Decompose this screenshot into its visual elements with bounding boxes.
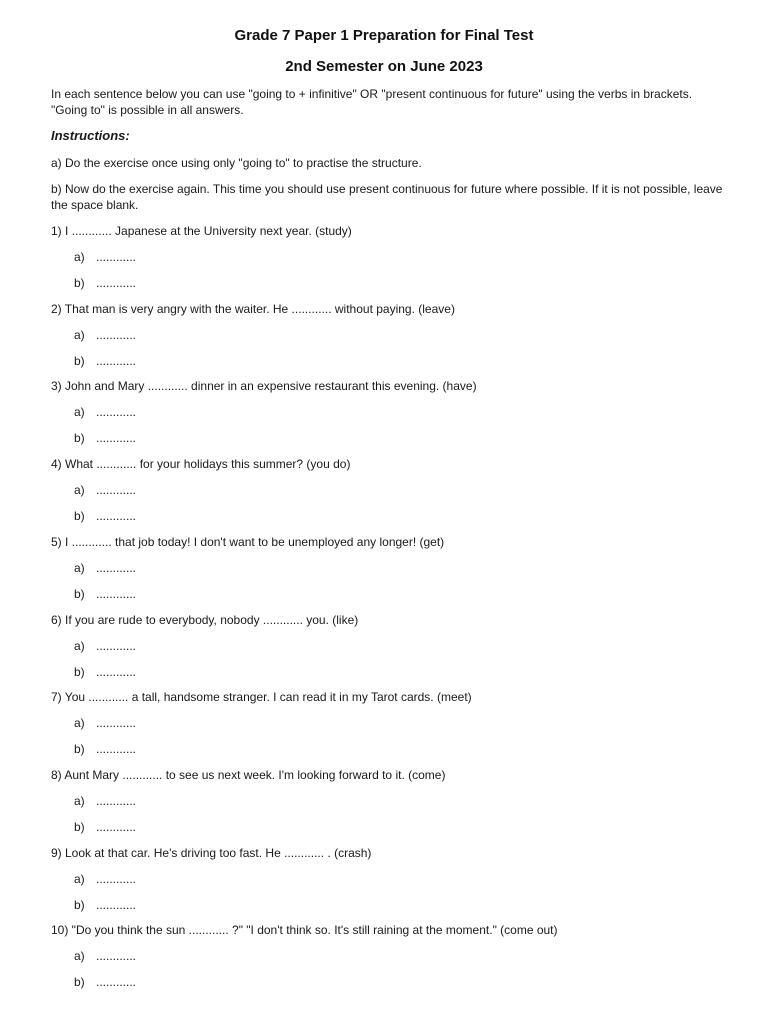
question-10: 10) "Do you think the sun ............ ?" "I don't think so. It's still raining at the moment." (come out)	[51, 923, 558, 938]
question-7: 7) You ............ a tall, handsome stranger. I can read it in my Tarot cards. (meet)	[51, 690, 472, 705]
answer-8-a	[74, 793, 136, 809]
answer-9-a	[74, 871, 136, 887]
answer-10-b	[74, 974, 136, 990]
question-5: 5) I ............ that job today! I don't want to be unemployed any longer! (get)	[51, 534, 445, 549]
answer-label: a)	[74, 327, 85, 342]
answer-blank: ............	[96, 560, 137, 575]
answer-6-b	[74, 664, 136, 680]
answer-label: b)	[74, 586, 85, 601]
answer-label: b)	[74, 819, 85, 834]
answer-3-b	[74, 430, 136, 446]
answer-blank: ............	[96, 509, 137, 524]
question-4: 4) What ............ for your holidays this summer? (you do)	[51, 457, 351, 472]
answer-label: a)	[74, 638, 85, 653]
answer-blank: ............	[96, 793, 137, 808]
answer-label: a)	[74, 949, 85, 964]
answer-label: a)	[74, 871, 85, 886]
answer-blank: ............	[96, 276, 137, 290]
answer-blank: ............	[96, 327, 137, 342]
answer-3-a	[74, 404, 136, 420]
answer-6-a	[74, 638, 136, 654]
answer-blank: ............	[96, 483, 137, 498]
answer-blank: ............	[96, 405, 137, 420]
instruction-a: a) Do the exercise once using only "going to" to practise the structure.	[51, 156, 422, 170]
instruction-b: b) Now do the exercise again. This time you should use present continuous for future where possible. If it is not possible, leave the space blank.	[51, 182, 723, 212]
answer-blank: ............	[96, 742, 137, 757]
answer-label: a)	[74, 560, 85, 575]
question-2: 2) That man is very angry with the waiter. He ............ without paying. (leave)	[51, 301, 455, 316]
answer-7-b	[74, 741, 136, 757]
answer-9-b	[74, 897, 136, 913]
answer-label: b)	[74, 975, 85, 990]
answer-blank: ............	[96, 431, 137, 446]
answer-10-a	[74, 948, 136, 964]
answer-label: b)	[74, 276, 85, 290]
answer-blank: ............	[96, 638, 137, 653]
question-1: 1) I ............ Japanese at the University next year. (study)	[51, 224, 352, 238]
answer-label: b)	[74, 664, 85, 679]
answer-blank: ............	[96, 716, 137, 731]
answer-blank: ............	[96, 871, 137, 886]
answer-blank: ............	[96, 975, 137, 990]
answer-7-a	[74, 715, 136, 731]
answer-blank: ............	[96, 250, 137, 264]
answer-8-b	[74, 819, 136, 835]
answer-blank: ............	[96, 897, 137, 912]
answer-label: a)	[74, 483, 85, 498]
answer-5-a	[74, 560, 136, 576]
answer-label: b)	[74, 742, 85, 757]
answer-label: a)	[74, 250, 85, 264]
answer-label: b)	[74, 353, 85, 368]
answer-blank: ............	[96, 819, 137, 834]
instructions-heading: Instructions:	[51, 128, 130, 143]
answer-label: b)	[74, 431, 85, 446]
answer-4-b	[74, 508, 136, 524]
question-8: 8) Aunt Mary ............ to see us next week. I'm looking forward to it. (come)	[51, 767, 446, 782]
answer-label: a)	[74, 405, 85, 420]
answer-blank: ............	[96, 586, 137, 601]
question-9: 9) Look at that car. He's driving too fast. He ............ . (crash)	[51, 845, 372, 860]
question-3: 3) John and Mary ............ dinner in an expensive restaurant this evening. (have)	[51, 379, 477, 394]
page-title: Grade 7 Paper 1 Preparation for Final Test	[234, 27, 534, 44]
intro-text: In each sentence below you can use "going to + infinitive" OR "present continuous for future" using the verbs in brackets. "Going to" is possible in all answers.	[51, 87, 693, 117]
answer-2-a	[74, 327, 136, 343]
answer-blank: ............	[96, 353, 137, 368]
answer-5-b	[74, 586, 136, 602]
answer-label: b)	[74, 509, 85, 524]
answer-1-a	[74, 249, 136, 265]
answer-2-b	[74, 353, 136, 369]
page-subtitle: 2nd Semester on June 2023	[285, 58, 483, 75]
answer-label: a)	[74, 793, 85, 808]
answer-1-b	[74, 275, 136, 291]
answer-label: b)	[74, 897, 85, 912]
question-6: 6) If you are rude to everybody, nobody ............ you. (like)	[51, 612, 359, 627]
answer-blank: ............	[96, 664, 137, 679]
answer-label: a)	[74, 716, 85, 731]
answer-blank: ............	[96, 949, 137, 964]
answer-4-a	[74, 482, 136, 498]
